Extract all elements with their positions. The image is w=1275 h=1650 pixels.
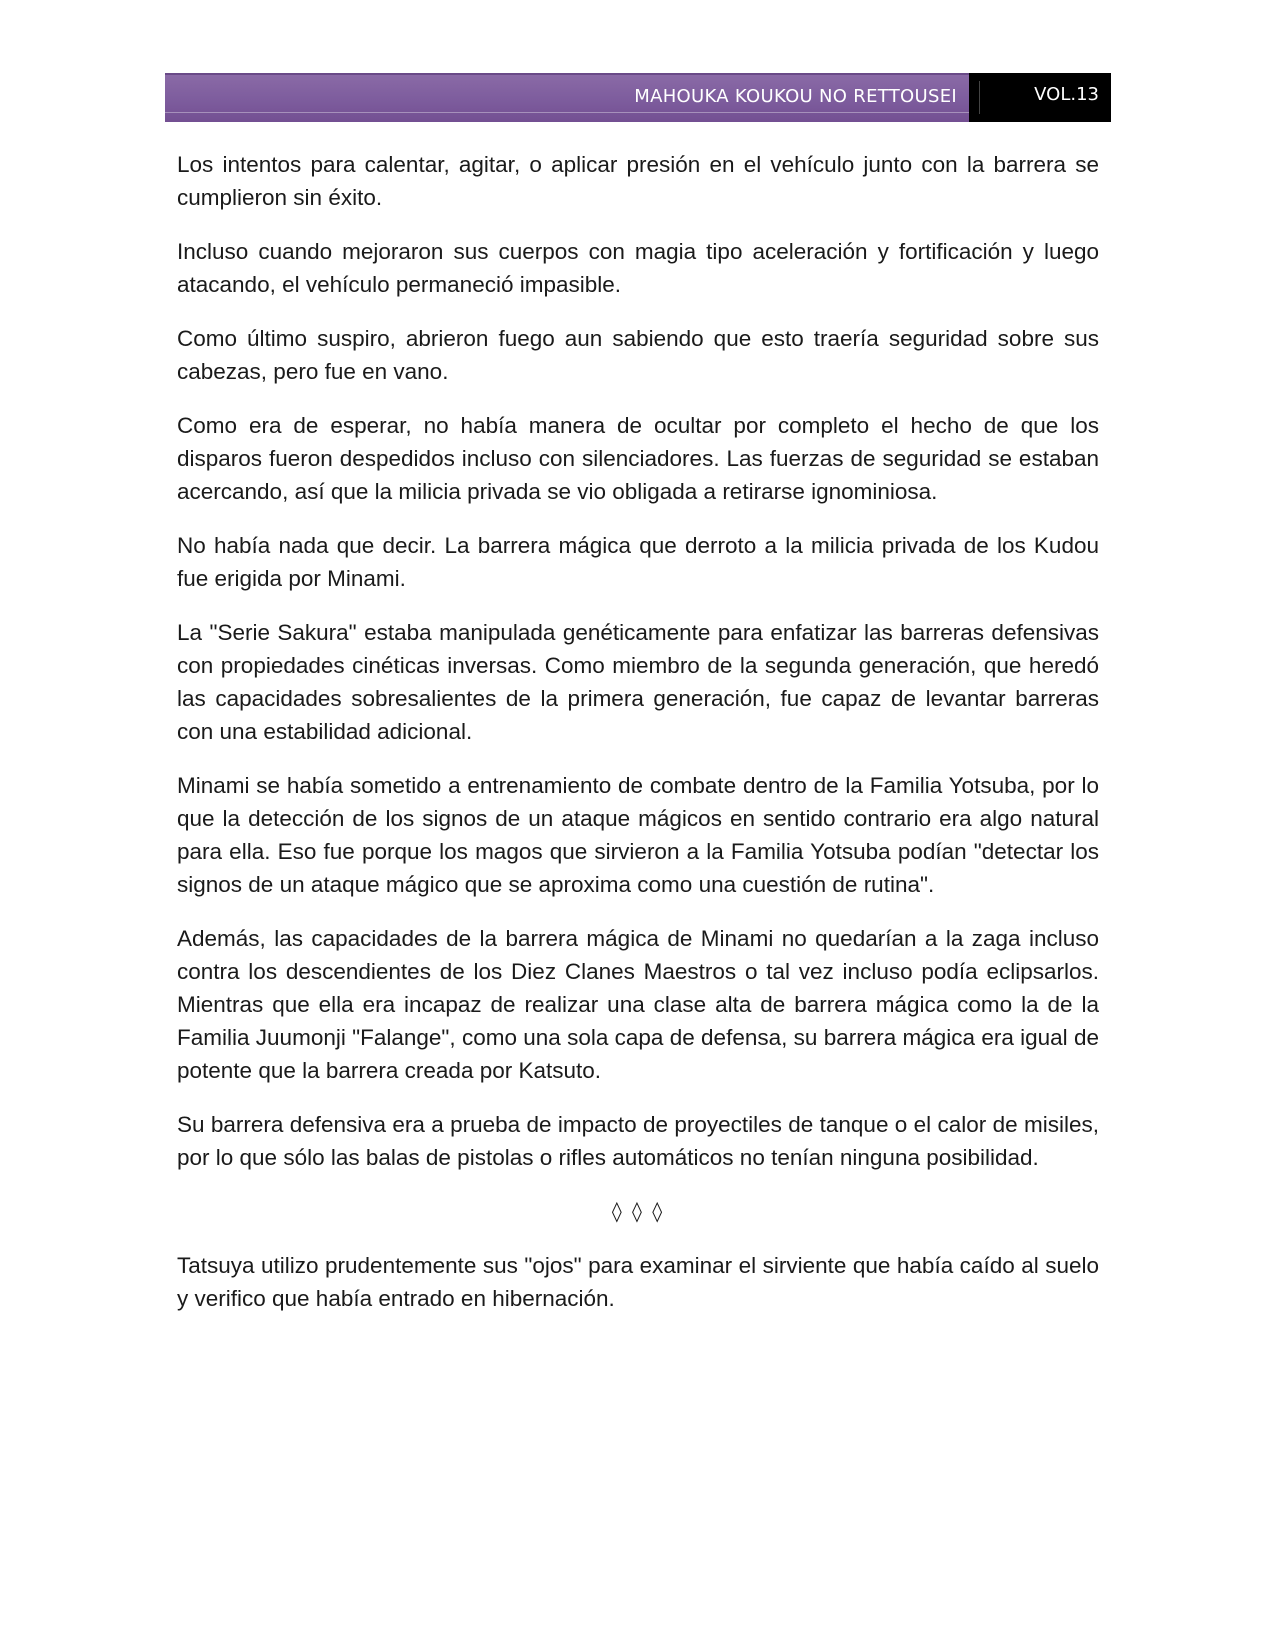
paragraph: La "Serie Sakura" estaba manipulada genéticamente para enfatizar las barreras defensivas con propiedades cinéticas inversas. Como miembro de la segunda generación, que heredó las capacidades sobresalientes de la primera generación, fue capaz de levantar barreras con una estabilidad adicional.: [177, 620, 1099, 744]
paragraph: Incluso cuando mejoraron sus cuerpos con magia tipo aceleración y fortificación y luego atacando, el vehículo permaneció impasible.: [177, 239, 1099, 297]
header-title-box: [165, 73, 969, 122]
paragraph: Además, las capacidades de la barrera mágica de Minami no quedarían a la zaga incluso contra los descendientes de los Diez Clanes Maestros o tal vez incluso podía eclipsarlos. Mientras que ella era incapaz de realizar una clase alta de barrera mágica como la de la Familia Juumonji "Falange", como una sola capa de defensa, su barrera mágica era igual de potente que la barrera creada por Katsuto.: [177, 926, 1099, 1083]
paragraph: Como último suspiro, abrieron fuego aun sabiendo que esto traería seguridad sobre sus cabezas, pero fue en vano.: [177, 326, 1099, 384]
header-title: MAHOUKA KOUKOU NO RETTOUSEI: [634, 86, 957, 107]
paragraph: Como era de esperar, no había manera de ocultar por completo el hecho de que los disparos fueron despedidos incluso con silenciadores. Las fuerzas de seguridad se estaban acercando, así que la milicia privada se vio obligada a retirarse ignominiosa.: [177, 413, 1099, 504]
header-volume-box: [969, 73, 1111, 122]
paragraph: Los intentos para calentar, agitar, o aplicar presión en el vehículo junto con la barrera se cumplieron sin éxito.: [177, 152, 1099, 210]
scene-separator: ◊ ◊ ◊: [611, 1199, 665, 1223]
paragraph: Minami se había sometido a entrenamiento de combate dentro de la Familia Yotsuba, por lo que la detección de los signos de un ataque mágicos en sentido contrario era algo natural para ella. Eso fue porque los magos que sirvieron a la Familia Yotsuba podían "detectar los signos de un ataque mágico que se aproxima como una cuestión de rutina".: [177, 773, 1099, 897]
page-content: [177, 148, 1099, 1336]
page-header: [165, 73, 1111, 122]
paragraph: Su barrera defensiva era a prueba de impacto de proyectiles de tanque o el calor de misiles, por lo que sólo las balas de pistolas o rifles automáticos no tenían ninguna posibilidad.: [177, 1112, 1099, 1170]
paragraph: No había nada que decir. La barrera mágica que derroto a la milicia privada de los Kudou fue erigida por Minami.: [177, 533, 1099, 591]
closing-paragraph: Tatsuya utilizo prudentemente sus "ojos" para examinar el sirviente que había caído al suelo y verifico que había entrado en hibernación.: [177, 1253, 1099, 1311]
header-volume: VOL.13: [1034, 84, 1099, 105]
